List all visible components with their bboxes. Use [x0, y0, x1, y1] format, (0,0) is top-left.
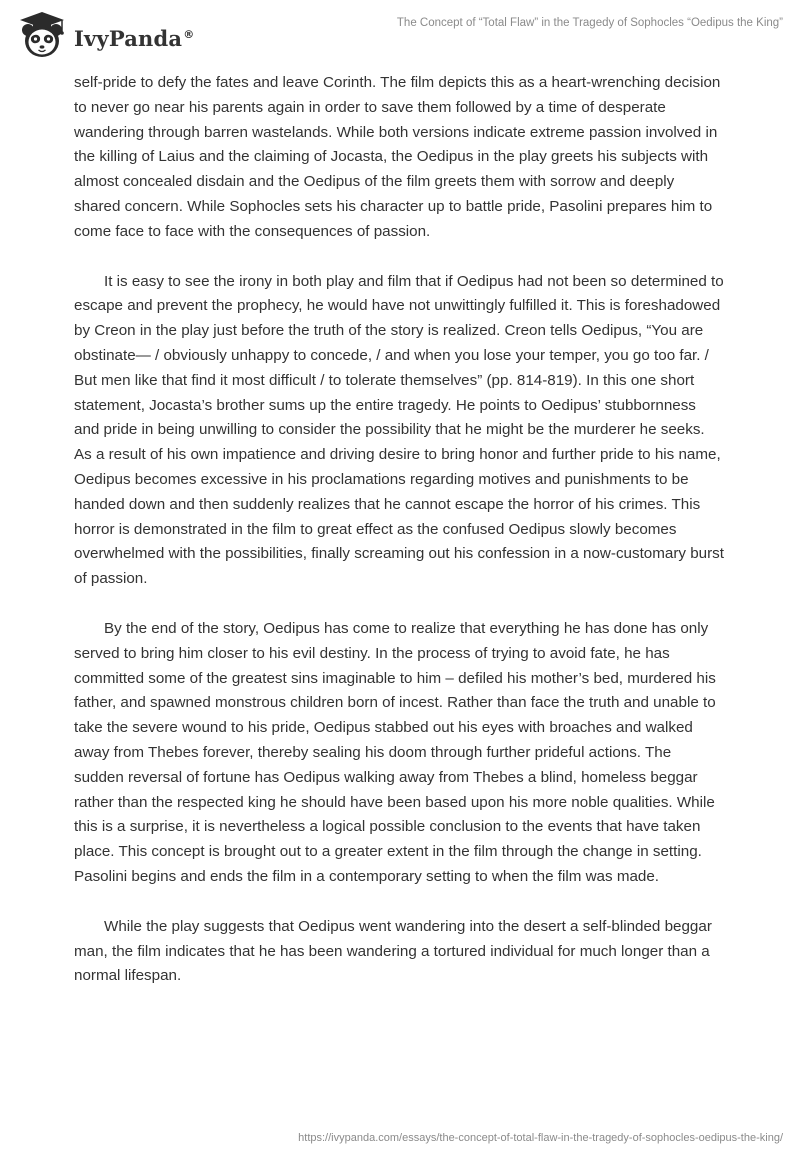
essay-paragraph-4: While the play suggests that Oedipus went wandering into the desert a self-blinded beggar man, the film indicates that he has been wandering a tortured individual for much longer than a normal lifespan.: [74, 917, 712, 985]
ivypanda-logo[interactable]: [14, 8, 194, 64]
page-header: [0, 0, 800, 70]
essay-paragraph-3: By the end of the story, Oedipus has come to realize that everything he has done has only served to bring him closer to his evil destiny. In the process of trying to avoid fate, he has committed some of the greatest sins imaginable to him – defiled his mother’s bed, murdered his father, and spawned monstrous children born of incest. Rather than face the truth and unable to take the severe wound to his pride, Oedipus stabbed out his eyes with broaches and walked away from Thebes forever, thereby sealing his doom through further prideful actions. The sudden reversal of fortune has Oedipus walking away from Thebes a blind, homeless beggar rather than the respected king he should have been based upon his more noble qualities. While this is a surprise, it is nevertheless a logical possible conclusion to the events that have taken place. This concept is brought out to a greater extent in the film through the change in setting. Pasolini begins and ends the film in a contemporary setting to when the film was made.: [74, 619, 716, 885]
document-title: The Concept of “Total Flaw” in the Tragedy of Sophocles “Oedipus the King”: [396, 17, 783, 29]
essay-body: [74, 71, 724, 1014]
essay-paragraph-2: It is easy to see the irony in both play and film that if Oedipus had not been so determined to escape and prevent the prophecy, he would have not unwittingly fulfilled it. This is foreshadowed by Creon in the play just before the truth of the story is realized. Creon tells Oedipus, “You are obstinate— / obviously unhappy to concede, / and when you lose your temper, you go too far. / But men like that find it most difficult / to tolerate themselves” (pp. 814-819). In this one short statement, Jocasta’s brother sums up the entire tragedy. He points to Oedipus’ stubbornness and pride in being unwilling to consider the possibility that he might be the murderer he seeks. As a result of his own impatience and driving desire to bring honor and further pride to his name, Oedipus becomes excessive in his proclamations regarding motives and punishments to be handed down and then suddenly realizes that he cannot escape the horror of his crimes. This horror is demonstrated in the film to great effect as the confused Oedipus slowly becomes overwhelmed with the possibilities, finally screaming out his confession in a now-customary burst of passion.: [74, 272, 724, 588]
brand-name-text: IvyPanda: [74, 25, 183, 51]
source-url[interactable]: https://ivypanda.com/essays/the-concept-of-total-flaw-in-the-tragedy-of-sophocles-oedipus-the-king/: [298, 1132, 783, 1144]
registered-mark: ®: [183, 27, 195, 41]
essay-paragraph-1: self-pride to defy the fates and leave Corinth. The film depicts this as a heart-wrenching decision to never go near his parents again in order to save them followed by a time of desperate wandering through barren wastelands. While both versions indicate extreme passion involved in the killing of Laius and the claiming of Jocasta, the Oedipus in the play greets his subjects with almost concealed disdain and the Oedipus of the film greets them with sorrow and deeply shared concern. While Sophocles sets his character up to battle pride, Pasolini prepares him to come face to face with the consequences of passion.: [74, 74, 721, 240]
panda-graduate-icon: [14, 8, 70, 64]
brand-name: [74, 26, 194, 51]
